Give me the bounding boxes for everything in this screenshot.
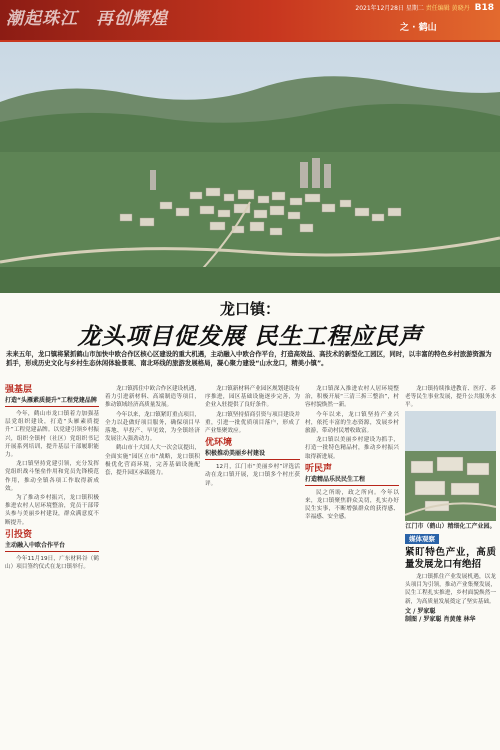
aerial-town-photo — [0, 42, 500, 293]
lead-paragraph: 未来五年，龙口镇将紧抓鹤山市加快中欧合作区核心区建设的重大机遇，主动融入中欧合作平台，打造高效益、高技术的新型化工园区，同时，以丰富的特色乡村旅游资源为抓手，形成历史文化与乡村生态休闲体验景观、南北环线的旅游发展格局，凝心聚力建设“山水龙口，精美小镇”。 — [6, 350, 492, 368]
section-subtitle-strengthen: 打造“头雁素质提升”工程党建品牌 — [5, 396, 99, 407]
headline-kicker: 龙口镇： — [219, 300, 280, 318]
paragraph: 龙口镇深入推进农村人居环境整治，积极开展“三清三拆三整治”，村容村貌焕然一新。 — [305, 386, 399, 409]
paragraph: 龙口镇坚持招商引资与项目建设并重，引进一批优质项目落户，形成了产业集聚效应。 — [205, 411, 300, 435]
section-title-environment: 优环境 — [205, 438, 233, 449]
paragraph: 龙口镇坚持党建引领，充分发挥党组织战斗堡垒作用和党员先锋模范作用，推动全镇各项工作取得新成效。 — [5, 461, 99, 492]
headline: 龙头项目促发展 民生工程应民声 — [77, 323, 423, 350]
commentary-body — [405, 573, 496, 606]
column-5 — [405, 385, 496, 624]
editor-tag: 责任编辑 黄晓丹 — [425, 5, 470, 12]
paragraph: 龙口镇抓住中欧合作区建设机遇，着力引进新材料、高端制造等项目，推动镇域经济高质量发展。 — [105, 386, 200, 409]
slogan-part-1: 潮起珠江 — [6, 9, 78, 29]
issue-info — [355, 3, 494, 13]
column-4 — [305, 385, 399, 523]
paragraph: 龙口镇抓住产业发展机遇，以龙头项目为引领，推动产业集聚发展，民生工程扎实推进，乡村面貌焕然一新，为高质量发展奠定了坚实基础。 — [405, 574, 496, 605]
paragraph: 民之所盼，政之所向。今年以来，龙口镇聚焦群众关切，扎实办好民生实事，不断增强群众的获得感、幸福感、安全感。 — [305, 489, 399, 521]
commentary-title: 紧盯特色产业，高质量发展龙口有绝招 — [405, 547, 496, 571]
page-number: B18 — [474, 3, 494, 13]
paragraph: 鹤山市十大国人大一次会议提出，全面实施“园区立市”战略，龙口镇积极优化营商环境，完善基础设施配套，提升园区承载能力。 — [105, 445, 200, 477]
paragraph: 12月，江门市“美丽乡村”评选活动在龙口镇开展，龙口镇多个村庄获评。 — [205, 464, 300, 487]
section-subtitle-investment: 主动融入中欧合作平台 — [5, 541, 99, 552]
section-subtitle-environment: 积极推动美丽乡村建设 — [205, 449, 300, 460]
byline-credits: 文 / 罗家聪 制图 / 罗家聪 肖黄莲 林华 — [405, 607, 476, 623]
section-title-strengthen: 强基层 — [5, 385, 33, 395]
paragraph: 今年，鹤山市龙口镇着力加强基层党组织建设，打造“头雁素质提升”工程党建品牌。以党建引领乡村振兴，组织全镇村（社区）党组织书记开展系列培训，提升基层干部履职能力。 — [5, 411, 99, 459]
paragraph: 今年以来，龙口镇紧盯重点项目，全力以赴做好项目服务，确保项目早落地、早投产、早见效，为全镇经济发展注入强劲动力。 — [105, 411, 200, 443]
section-name: 之 · 鹤山 — [400, 23, 437, 33]
paragraph: 龙口镇新材料产业园区规划建设有序推进，园区基础设施逐步完善，为企业入驻提供了良好条件。 — [205, 386, 300, 409]
section-subtitle-livelihood: 打造精品乐民民生工程 — [305, 475, 399, 486]
paragraph: 龙口镇以美丽乡村建设为抓手，打造一批特色精品村，推动乡村振兴取得新进展。 — [305, 437, 399, 460]
paragraph: 今年11月19日，广东材料谷（鹤山）项目签约仪式在龙口镇举行。 — [5, 555, 99, 571]
column-1 — [5, 385, 99, 572]
issue-date: 2021年12月28日 星期二 — [355, 5, 424, 12]
column-3 — [205, 385, 300, 489]
photo-caption: 江门市（鹤山）精细化工产业园。 — [405, 522, 496, 530]
slogan-part-2: 再创辉煌 — [96, 9, 168, 29]
industrial-park-photo — [405, 411, 496, 521]
section-title-livelihood: 听民声 — [305, 463, 333, 474]
paragraph: 今年以来，龙口镇坚持产业兴村，依托丰富的生态资源，发展乡村旅游，带动村民增收致富。 — [305, 411, 399, 435]
media-watch-tag: 媒体观察 — [405, 534, 439, 544]
section-title-investment: 引投资 — [5, 529, 33, 540]
column-2 — [105, 385, 200, 478]
paragraph: 龙口镇持续推进教育、医疗、养老等民生事业发展，提升公共服务水平。 — [405, 386, 496, 409]
paragraph: 为了推动乡村振兴，龙口镇积极推进农村人居环境整治，党员干部带头参与美丽乡村建设，群众满意度不断提升。 — [5, 495, 99, 526]
